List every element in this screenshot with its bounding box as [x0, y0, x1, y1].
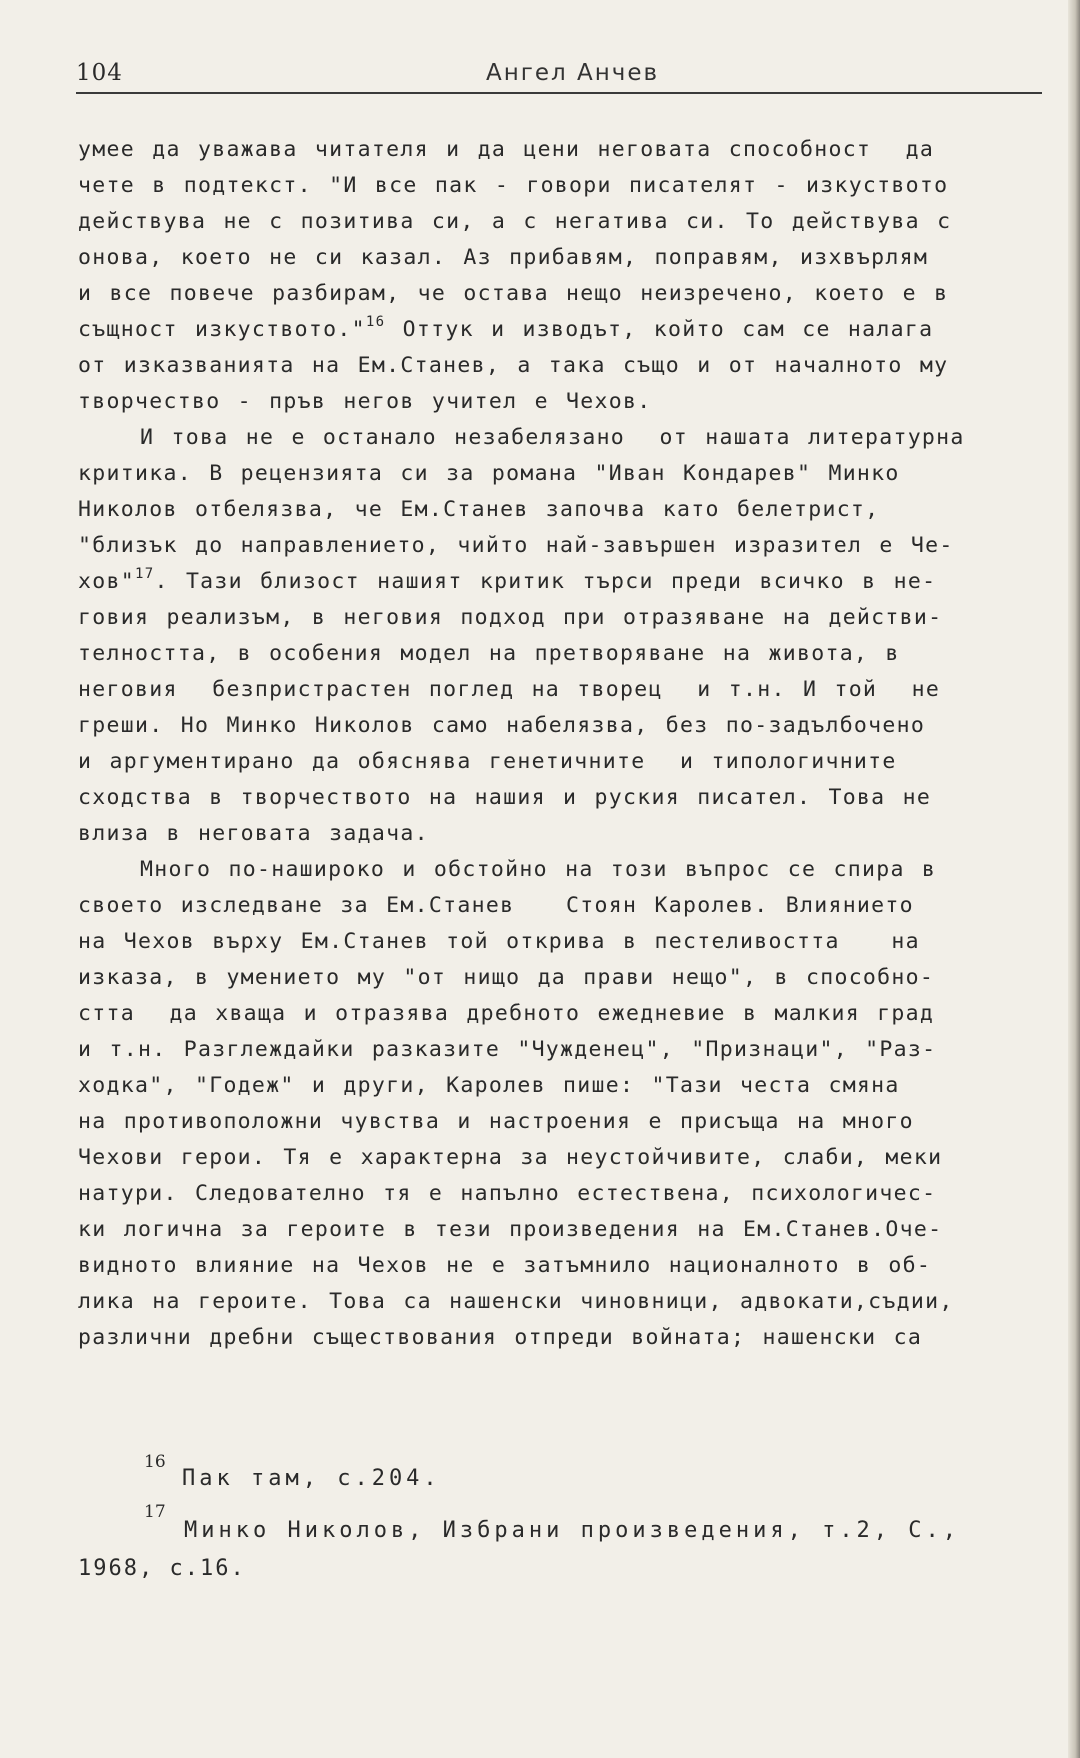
text-line: лика на героите. Това са нашенски чиновници, адвокати,съдии,	[78, 1289, 954, 1314]
text-line: телността, в особения модел на претворяване на живота, в	[78, 641, 900, 666]
page-edge	[1068, 0, 1080, 1758]
footnote-ref-16: 16	[365, 313, 386, 330]
footnote-marker: 16	[144, 1452, 166, 1472]
text-line: греши. Но Минко Николов само набелязва, без по-задълбочено	[78, 713, 926, 738]
text-line: от изказванията на Ем.Станев, а така също и от началното му	[78, 353, 949, 378]
text-line: действува не с позитива си, а с негатива си. То действува с	[78, 209, 952, 234]
footnote-text: 1968, с.16.	[78, 1556, 246, 1581]
text-line: влиза в неговата задача.	[78, 821, 429, 846]
text-line: говия реализъм, в неговия подход при отразяване на действи-	[78, 605, 943, 630]
text-line: и аргументирано да обяснява генетичните и типологичните	[78, 749, 897, 774]
text-line	[78, 564, 1044, 600]
text-segment: същност изкуството."	[78, 317, 366, 342]
page-header	[76, 56, 1042, 94]
running-head: Ангел Анчев	[486, 60, 660, 86]
footnote-marker: 17	[144, 1502, 166, 1522]
footnote-text: Минко Николов, Избрани произведения, т.2, С.,	[184, 1518, 961, 1543]
text-line: "близък до направлението, чийто най-завършен изразител е Че-	[78, 533, 954, 558]
text-line: неговия безпристрастен поглед на творец и т.н. И той не	[78, 677, 941, 702]
text-line: умее да уважава читателя и да цени неговата способност да	[78, 137, 935, 162]
text-line: натури. Следователно тя е напълно естествена, психологичес-	[78, 1181, 937, 1206]
text-line: изказа, в умението му "от нищо да прави нещо", в способно-	[78, 965, 935, 990]
text-line: онова, което не си казал. Аз прибавям, поправям, изхвърлям	[78, 245, 929, 270]
text-line	[78, 312, 1044, 348]
text-line: ки логична за героите в тези произведения на Ем.Станев.Оче-	[78, 1217, 943, 1242]
text-segment: Оттук и изводът, който сам се налага	[385, 317, 934, 342]
text-line: и т.н. Разглеждайки разказите "Чужденец", "Признаци", "Раз-	[78, 1037, 937, 1062]
text-line: на Чехов върху Ем.Станев той открива в пестеливостта на	[78, 929, 920, 954]
paragraph-start: И това не е останало незабелязано от нашата литературна	[140, 425, 965, 450]
page-number: 104	[76, 60, 123, 86]
text-line: творчество - пръв негов учител е Чехов.	[78, 389, 652, 414]
text-line: чете в подтекст. "И все пак - говори писателят - изкуството	[78, 173, 949, 198]
body-text	[78, 132, 1044, 1356]
footnote-ref-17: 17	[134, 565, 155, 582]
text-line: видното влияние на Чехов не е затъмнило националното в об-	[78, 1253, 932, 1278]
text-segment: . Тази близост нашият критик търси преди всичко в не-	[154, 569, 937, 594]
text-line: Чехови герои. Тя е характерна за неустойчивите, слаби, меки	[78, 1145, 943, 1170]
text-line: стта да хваща и отразява дребното ежедневие в малкия град	[78, 1001, 935, 1026]
text-line: ходка", "Годеж" и други, Каролев пише: "Тази честа смяна	[78, 1073, 900, 1098]
footnote-text: Пак там, с.204.	[182, 1466, 441, 1491]
text-segment: хов"	[78, 569, 135, 594]
paragraph-start: Много по-нашироко и обстойно на този въпрос се спира в	[140, 857, 937, 882]
text-line: сходства в творчеството на нашия и руския писател. Това не	[78, 785, 932, 810]
text-line: различни дребни съществования отпреди войната; нашенски са	[78, 1325, 923, 1350]
text-line: и все повече разбирам, че остава нещо неизречено, което е в	[78, 281, 949, 306]
text-line: критика. В рецензията си за романа "Иван Кондарев" Минко	[78, 461, 900, 486]
text-line: на противоположни чувства и настроения е присъща на много	[78, 1109, 914, 1134]
text-line: Николов отбелязва, че Ем.Станев започва като белетрист,	[78, 497, 880, 522]
text-line: своето изследване за Ем.Станев Стоян Каролев. Влиянието	[78, 893, 914, 918]
